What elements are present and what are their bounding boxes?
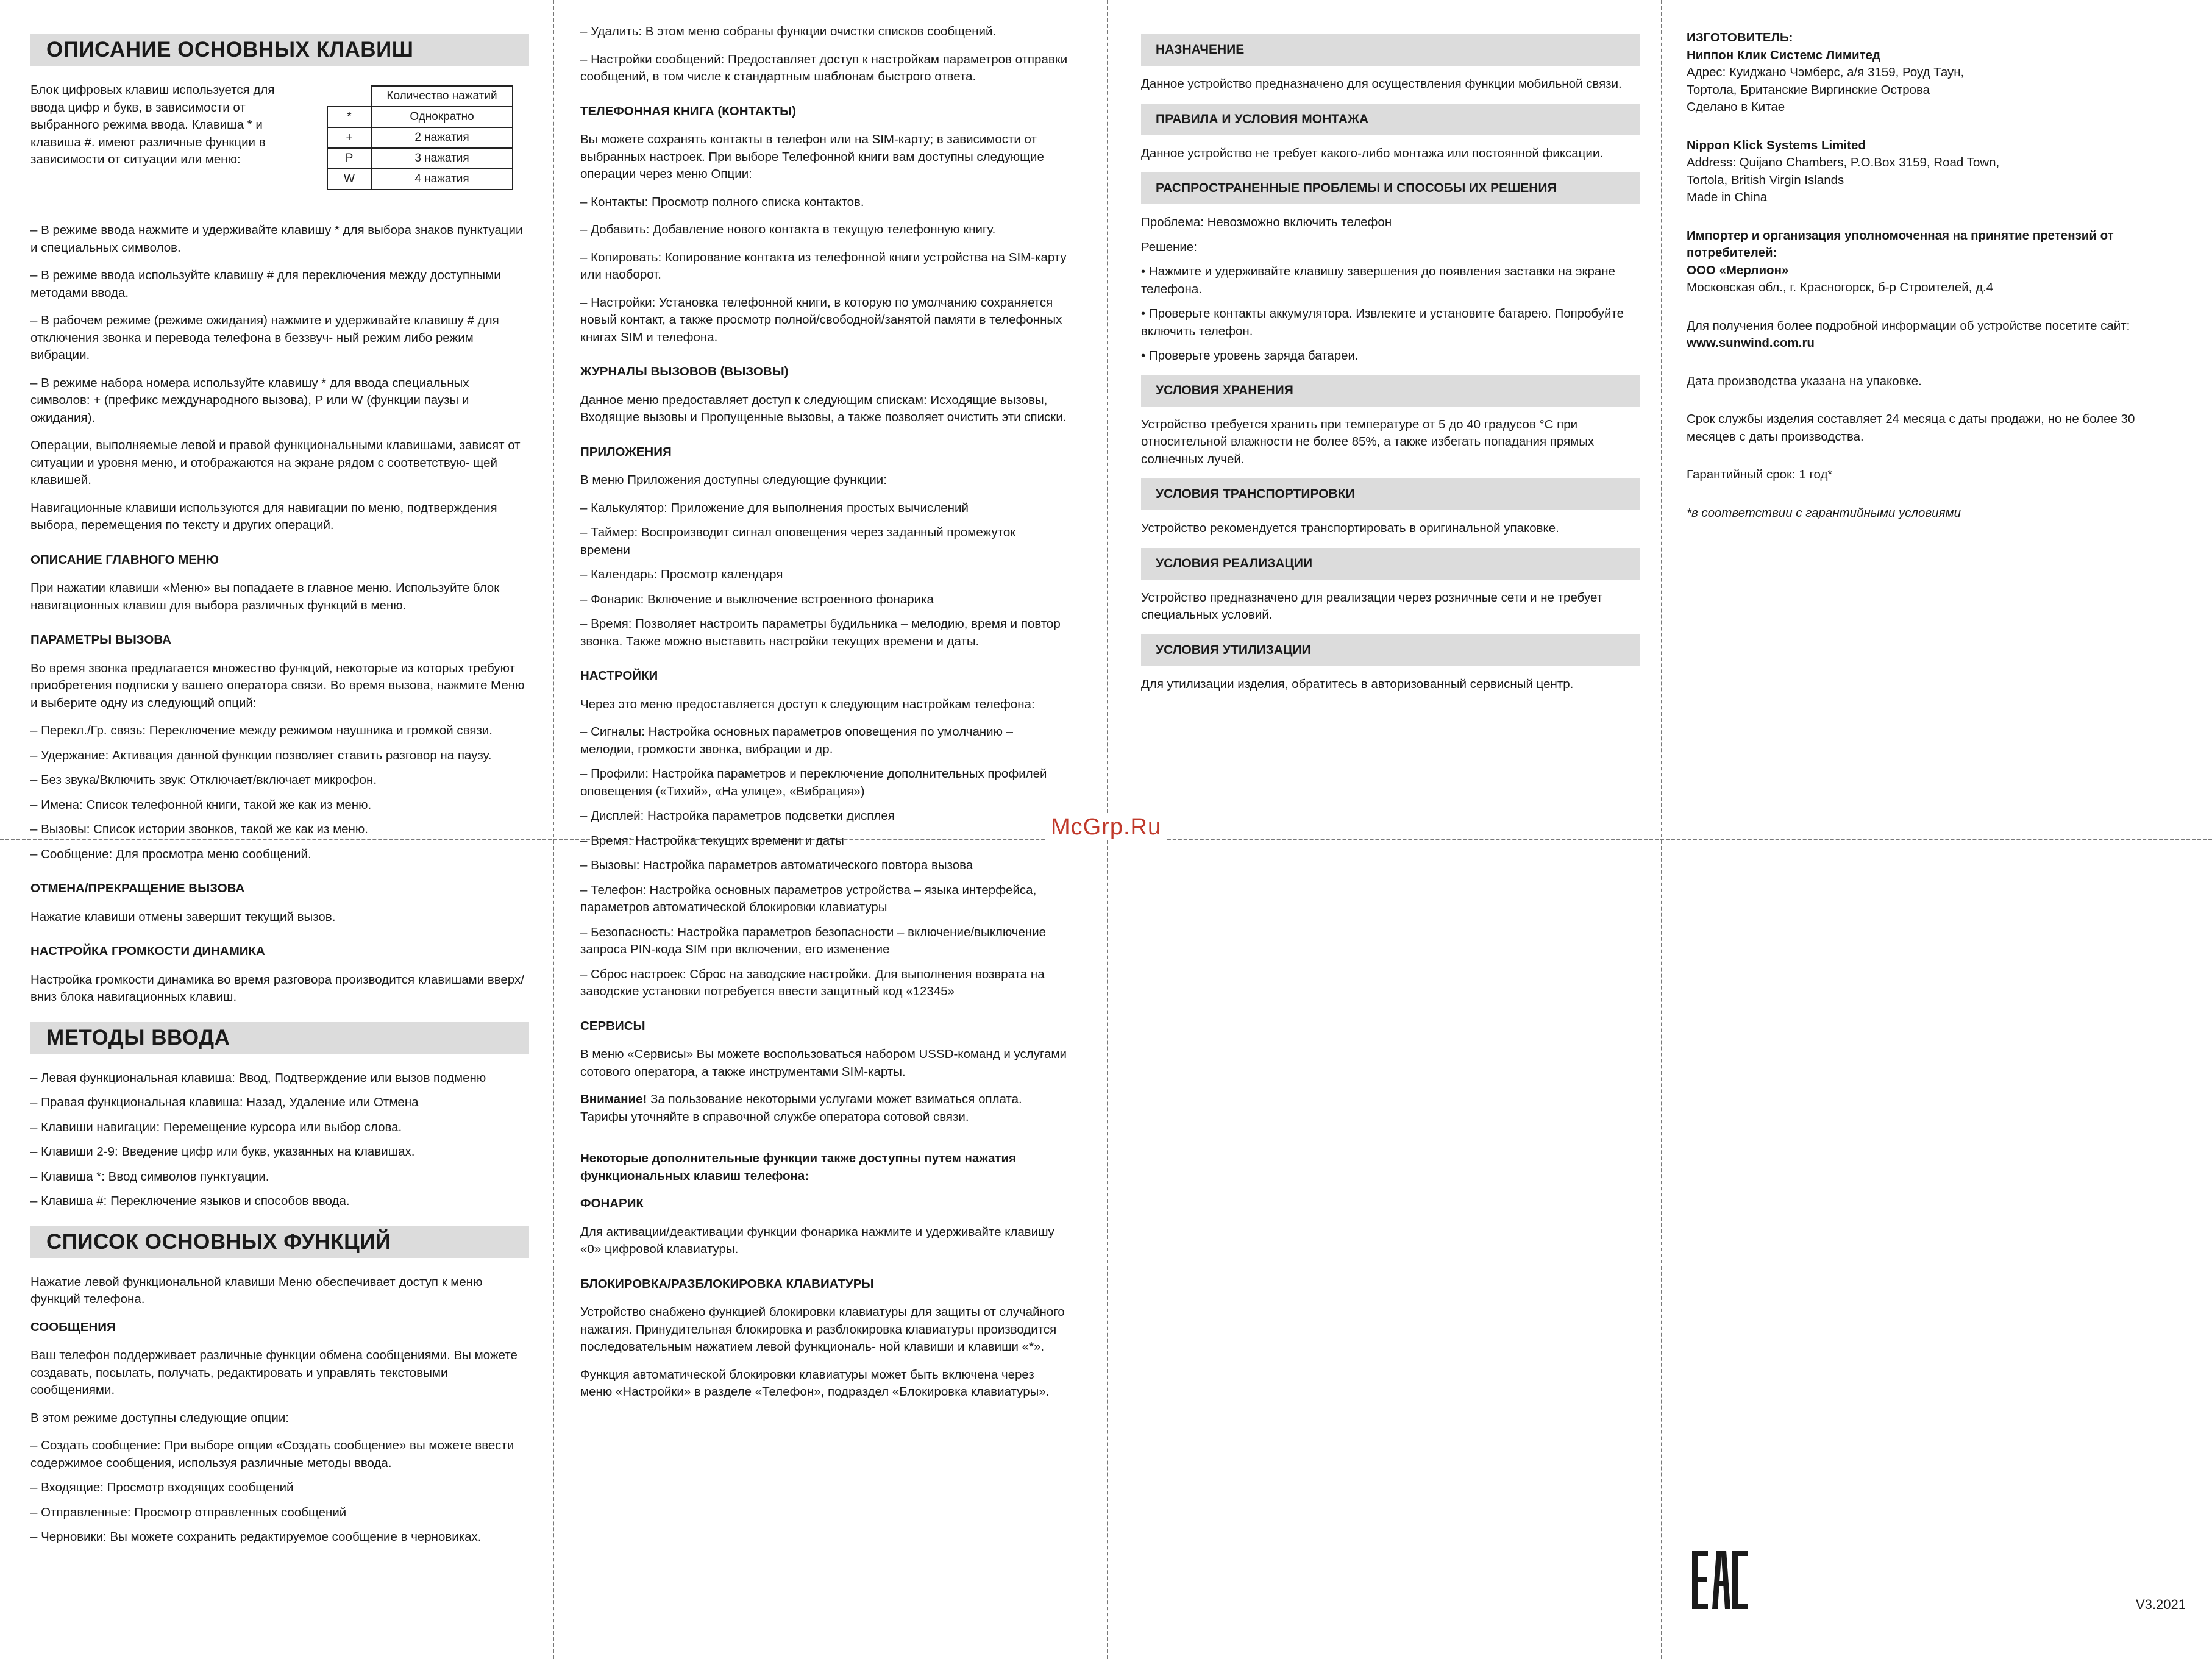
importer-name: ООО «Мерлион» xyxy=(1687,263,1789,277)
heading-settings: НАСТРОЙКИ xyxy=(580,669,658,683)
table-cell: 3 нажатия xyxy=(371,148,513,169)
paragraph: Данное устройство не требует какого-либо монтажа или постоянной фиксации. xyxy=(1141,146,1604,160)
paragraph: Через это меню предоставляется доступ к следующим настройкам телефона: xyxy=(580,697,1035,711)
list-item: – Правая функциональная клавиша: Назад, Удаление или Отмена xyxy=(30,1095,419,1109)
importer-address: Московская обл., г. Красногорск, б-р Строителей, д.4 xyxy=(1687,280,1994,294)
keys-intro-text: Блок цифровых клавиш используется для ввода цифр и букв, в зависимости от выбранного режима ввода. Клавиша * и клавиша #. имеют различные функции в зависимости от ситуации или меню: xyxy=(30,83,275,166)
extra-functions-note: Некоторые дополнительные функции также доступны путем нажатия функциональных клавиш телефона: xyxy=(580,1151,1017,1183)
heading-storage: УСЛОВИЯ ХРАНЕНИЯ xyxy=(1141,375,1640,407)
warranty: Гарантийный срок: 1 год* xyxy=(1687,467,1833,481)
paragraph: Нажатие клавиши отмены завершит текущий вызов. xyxy=(30,909,336,924)
paragraph: – В рабочем режиме (режиме ожидания) нажмите и удерживайте клавишу # для отключения звонка и перевода телефона в беззвуч- ный режим либо режим вибрации. xyxy=(30,313,499,362)
paragraph: – В режиме ввода нажмите и удерживайте клавишу * для выбора знаков пунктуации и специальных символов. xyxy=(30,223,523,255)
table-row xyxy=(327,127,513,148)
heading-disposal: УСЛОВИЯ УТИЛИЗАЦИИ xyxy=(1141,634,1640,666)
list-item: – Черновики: Вы можете сохранить редактируемое сообщение в черновиках. xyxy=(30,1530,482,1544)
paragraph: Функция автоматической блокировки клавиатуры может быть включена через меню «Настройки» в разделе «Телефон», подраздел «Блокировка клавиатуры». xyxy=(580,1367,1050,1399)
heading-call-logs: ЖУРНАЛЫ ВЫЗОВОВ (ВЫЗОВЫ) xyxy=(580,364,789,378)
table-row xyxy=(327,169,513,190)
table-cell: 2 нажатия xyxy=(371,127,513,148)
list-item: – Настройки: Установка телефонной книги, в которую по умолчанию сохраняется новый контакт, а также просмотр полной/свободной/занятой памяти в телефонных книгах SIM и телефона. xyxy=(580,295,1062,344)
table-cell xyxy=(327,86,371,107)
paragraph: В этом режиме доступны следующие опции: xyxy=(30,1410,289,1425)
list-item: – Имена: Список телефонной книги, такой же как из меню. xyxy=(30,797,372,812)
heading-keypad-lock: БЛОКИРОВКА/РАЗБЛОКИРОВКА КЛАВИАТУРЫ xyxy=(580,1276,874,1291)
site-text: Для получения более подробной информации об устройстве посетите сайт: xyxy=(1687,318,2130,333)
list-item: – Копировать: Копирование контакта из телефонной книги устройства на SIM-карту или наоборот. xyxy=(580,250,1067,282)
manufacturer-label: ИЗГОТОВИТЕЛЬ: xyxy=(1687,30,1793,44)
list-item: – Фонарик: Включение и выключение встроенного фонарика xyxy=(580,592,934,606)
list-item: – Перекл./Гр. связь: Переключение между режимом наушника и громкой связи. xyxy=(30,723,493,737)
watermark: McGrp.Ru xyxy=(1047,814,1165,840)
address-en-line1: Address: Quijano Chambers, P.O.Box 3159, Road Town, xyxy=(1687,155,2000,169)
fold-line-3 xyxy=(1661,0,1662,1659)
site-link[interactable]: www.sunwind.com.ru xyxy=(1687,336,1815,350)
list-item: – Сообщение: Для просмотра меню сообщений. xyxy=(30,847,311,861)
table-header-cell: Количество нажатий xyxy=(371,86,513,107)
paragraph: При нажатии клавиши «Меню» вы попадаете в главное меню. Используйте блок навигационных клавиш для выбора различных функций в меню. xyxy=(30,581,500,613)
paragraph: Операции, выполняемые левой и правой функциональными клавишами, зависят от ситуации и уровня меню, и отображаются на экране рядом с соответствую- щей клавишей. xyxy=(30,438,521,487)
list-item: – Создать сообщение: При выборе опции «Создать сообщение» вы можете ввести содержимое сообщения, используя различные методы ввода. xyxy=(30,1438,514,1470)
list-item: – Вызовы: Список истории звонков, такой же как из меню. xyxy=(30,822,368,836)
key-presses-table xyxy=(327,85,513,190)
list-item: – Левая функциональная клавиша: Ввод, Подтверждение или вызов подменю xyxy=(30,1070,486,1085)
list-item: – Клавиши 2-9: Введение цифр или букв, указанных на клавишах. xyxy=(30,1145,415,1159)
list-item: – Вызовы: Настройка параметров автоматического повтора вызова xyxy=(580,858,973,872)
heading-functions-list: СПИСОК ОСНОВНЫХ ФУНКЦИЙ xyxy=(30,1226,529,1258)
solution-label: Решение: xyxy=(1141,240,1197,254)
eac-logo-icon xyxy=(1692,1551,1748,1609)
heading-key-description: ОПИСАНИЕ ОСНОВНЫХ КЛАВИШ xyxy=(30,34,529,66)
paragraph: Данное устройство предназначено для осуществления функции мобильной связи. xyxy=(1141,77,1622,91)
made-in-en: Made in China xyxy=(1687,190,1768,204)
problem-text: Проблема: Невозможно включить телефон xyxy=(1141,215,1392,229)
table-cell: 4 нажатия xyxy=(371,169,513,190)
heading-mounting: ПРАВИЛА И УСЛОВИЯ МОНТАЖА xyxy=(1141,104,1640,135)
list-item: – Клавиши навигации: Перемещение курсора или выбор слова. xyxy=(30,1120,402,1134)
paragraph: Устройство требуется хранить при температуре от 5 до 40 градусов °C при относительной влажности не более 85%, а также избегать попадания прямых солнечных лучей. xyxy=(1141,417,1595,466)
paragraph: Ваш телефон поддерживает различные функции обмена сообщениями. Вы можете создавать, посылать, получать, редактировать и управлять текстовыми сообщениями. xyxy=(30,1348,517,1397)
address-en-line2: Tortola, British Virgin Islands xyxy=(1687,172,1844,187)
list-item: – Календарь: Просмотр календаря xyxy=(580,567,783,581)
production-date: Дата производства указана на упаковке. xyxy=(1687,374,1922,388)
warranty-note: *в соответствии с гарантийными условиями xyxy=(1687,505,1961,520)
list-item: – Время: Позволяет настроить параметры будильника – мелодию, время и повтор звонка. Также можно выставить настройки текущих времени и даты. xyxy=(580,617,1061,648)
column-2 xyxy=(580,23,1068,1412)
table-cell: W xyxy=(327,169,371,190)
list-item: – Удержание: Активация данной функции позволяет ставить разговор на паузу. xyxy=(30,748,492,762)
list-item: – Телефон: Настройка основных параметров устройства – языка интерфейса, параметров автоматической блокировки клавиатуры xyxy=(580,883,1037,914)
list-item: – Без звука/Включить звук: Отключает/включает микрофон. xyxy=(30,773,377,787)
heading-input-methods: МЕТОДЫ ВВОДА xyxy=(30,1022,529,1054)
paragraph: Для утилизации изделия, обратитесь в авторизованный сервисный центр. xyxy=(1141,677,1574,691)
list-item: – Отправленные: Просмотр отправленных сообщений xyxy=(30,1505,347,1519)
heading-volume: НАСТРОЙКА ГРОМКОСТИ ДИНАМИКА xyxy=(30,944,265,958)
table-header-row xyxy=(327,86,513,107)
heading-services: СЕРВИСЫ xyxy=(580,1018,645,1033)
manufacturer-name-en: Nippon Klick Systems Limited xyxy=(1687,138,1866,152)
table-cell: + xyxy=(327,127,371,148)
list-item: – Сброс настроек: Сброс на заводские настройки. Для выполнения возврата на заводские установки потребуется ввести защитный код «12345» xyxy=(580,967,1045,998)
paragraph: Вы можете сохранять контакты в телефон или на SIM-карту; в зависимости от выбранных настроек. При выборе Телефонной книги вам доступны следующие операции через меню Опции: xyxy=(580,132,1044,181)
heading-main-menu: ОПИСАНИЕ ГЛАВНОГО МЕНЮ xyxy=(30,552,219,567)
table-row xyxy=(327,148,513,169)
list-item: – Сигналы: Настройка основных параметров оповещения по умолчанию – мелодии, громкости звонка, вибрации и др. xyxy=(580,725,1014,756)
paragraph: Нажатие левой функциональной клавиши Меню обеспечивает доступ к меню функций телефона. xyxy=(30,1274,483,1306)
paragraph: В меню «Сервисы» Вы можете воспользоваться набором USSD-команд и услугами сотового оператора, а также инструментами SIM-карты. xyxy=(580,1047,1067,1079)
importer-label: Импортер и организация уполномоченная на принятие претензий от потребителей: xyxy=(1687,228,2114,260)
paragraph: Данное меню предоставляет доступ к следующим спискам: Исходящие вызовы, Входящие вызовы и Пропущенные вызовы, а также позволяет очистить эти списки. xyxy=(580,393,1067,424)
table-row xyxy=(327,107,513,127)
paragraph: В меню Приложения доступны следующие функции: xyxy=(580,473,887,487)
table-cell: * xyxy=(327,107,371,127)
heading-call-params: ПАРАМЕТРЫ ВЫЗОВА xyxy=(30,633,171,647)
list-item: – Безопасность: Настройка параметров безопасности – включение/выключение запроса PIN-кода SIM при включении, его изменение xyxy=(580,925,1047,956)
list-item: • Проверьте уровень заряда батареи. xyxy=(1141,349,1359,363)
attention-label: Внимание! xyxy=(580,1092,647,1106)
heading-transport: УСЛОВИЯ ТРАНСПОРТИРОВКИ xyxy=(1141,478,1640,510)
list-item: – Клавиша #: Переключение языков и способов ввода. xyxy=(30,1194,350,1208)
heading-flashlight: ФОНАРИК xyxy=(580,1196,644,1210)
service-life: Срок службы изделия составляет 24 месяца с даты продажи, но не более 30 месяцев с даты производства. xyxy=(1687,412,2135,444)
attention-text: За пользование некоторыми услугами может взиматься оплата. Тарифы уточняйте в справочной службе оператора сотовой связи. xyxy=(580,1092,1022,1124)
paragraph: Устройство рекомендуется транспортировать в оригинальной упаковке. xyxy=(1141,521,1559,535)
fold-line-1 xyxy=(553,0,554,1659)
made-in-ru: Сделано в Китае xyxy=(1687,100,1785,114)
column-3 xyxy=(1141,24,1640,703)
list-item: – Профили: Настройка параметров и переключение дополнительных профилей оповещения («Тихий», «На улице», «Вибрация») xyxy=(580,767,1047,798)
paragraph: Настройка громкости динамика во время разговора производится клавишами вверх/вниз блока навигационных клавиш. xyxy=(30,972,524,1004)
heading-cancel-call: ОТМЕНА/ПРЕКРАЩЕНИЕ ВЫЗОВА xyxy=(30,881,245,895)
paragraph: – В режиме ввода используйте клавишу # для переключения между доступными методами ввода. xyxy=(30,268,501,300)
attention-paragraph xyxy=(580,1091,1068,1126)
heading-apps: ПРИЛОЖЕНИЯ xyxy=(580,444,672,459)
table-cell: Однократно xyxy=(371,107,513,127)
list-item: • Нажмите и удерживайте клавишу завершения до появления заставки на экране телефона. xyxy=(1141,265,1615,296)
paragraph: Для активации/деактивации функции фонарика нажмите и удерживайте клавишу «0» цифровой клавиатуры. xyxy=(580,1224,1054,1256)
table-cell: P xyxy=(327,148,371,169)
keys-intro-block xyxy=(30,82,529,211)
heading-sale: УСЛОВИЯ РЕАЛИЗАЦИИ xyxy=(1141,548,1640,580)
heading-purpose: НАЗНАЧЕНИЕ xyxy=(1141,34,1640,66)
heading-problems: РАСПРОСТРАНЕННЫЕ ПРОБЛЕМЫ И СПОСОБЫ ИХ РЕШЕНИЯ xyxy=(1141,172,1640,204)
list-item: – Дисплей: Настройка параметров подсветки дисплея xyxy=(580,809,895,823)
column-1 xyxy=(30,23,529,1554)
address-ru-line2: Тортола, Британские Виргинские Острова xyxy=(1687,82,1930,97)
paragraph: Навигационные клавиши используются для навигации по меню, подтверждения выбора, перемещения по тексту и других операций. xyxy=(30,500,497,532)
heading-phonebook: ТЕЛЕФОННАЯ КНИГА (КОНТАКТЫ) xyxy=(580,104,796,118)
manufacturer-name-ru: Ниппон Клик Системс Лимитед xyxy=(1687,48,1881,62)
list-item: – Клавиша *: Ввод символов пунктуации. xyxy=(30,1169,269,1184)
column-4 xyxy=(1687,29,2174,522)
list-item: – Добавить: Добавление нового контакта в текущую телефонную книгу. xyxy=(580,222,996,236)
list-item: – Входящие: Просмотр входящих сообщений xyxy=(30,1480,294,1494)
paragraph: Во время звонка предлагается множество функций, некоторые из которых требуют приобретения подписки у вашего оператора связи. Во время вызова, нажмите Меню и выберите одну из следующий опций: xyxy=(30,661,525,710)
heading-messages: СООБЩЕНИЯ xyxy=(30,1320,116,1334)
address-ru-line1: Адрес: Куиджано Чэмберс, а/я 3159, Роуд Таун, xyxy=(1687,65,1965,79)
list-item: – Таймер: Воспроизводит сигнал оповещения через заданный промежуток времени xyxy=(580,525,1016,557)
version-label: V3.2021 xyxy=(2136,1597,2186,1612)
list-item: – Настройки сообщений: Предоставляет доступ к настройкам параметров отправки сообщений, в том числе к стандартным шаблонам быстрого ответа. xyxy=(580,52,1068,83)
paragraph: Устройство предназначено для реализации через розничные сети и не требует специальных условий. xyxy=(1141,590,1603,622)
list-item: – Калькулятор: Приложение для выполнения простых вычислений xyxy=(580,500,969,515)
list-item: • Проверьте контакты аккумулятора. Извлеките и установите батарею. Попробуйте включить телефон. xyxy=(1141,307,1624,338)
paragraph: – В режиме набора номера используйте клавишу * для ввода специальных символов: + (префикс международного вызова), P или W (функции паузы и ожидания). xyxy=(30,375,469,425)
list-item: – Контакты: Просмотр полного списка контактов. xyxy=(580,194,864,209)
paragraph: Устройство снабжено функцией блокировки клавиатуры для защиты от случайного нажатия. Принудительная блокировка и разблокировка клавиатуры производится последовательным нажатием левой функциональ- ной клавиши и клавиши «*». xyxy=(580,1305,1065,1354)
list-item: – Удалить: В этом меню собраны функции очистки списков сообщений. xyxy=(580,24,997,38)
list-item: – Время: Настройка текущих времени и даты xyxy=(580,833,844,848)
